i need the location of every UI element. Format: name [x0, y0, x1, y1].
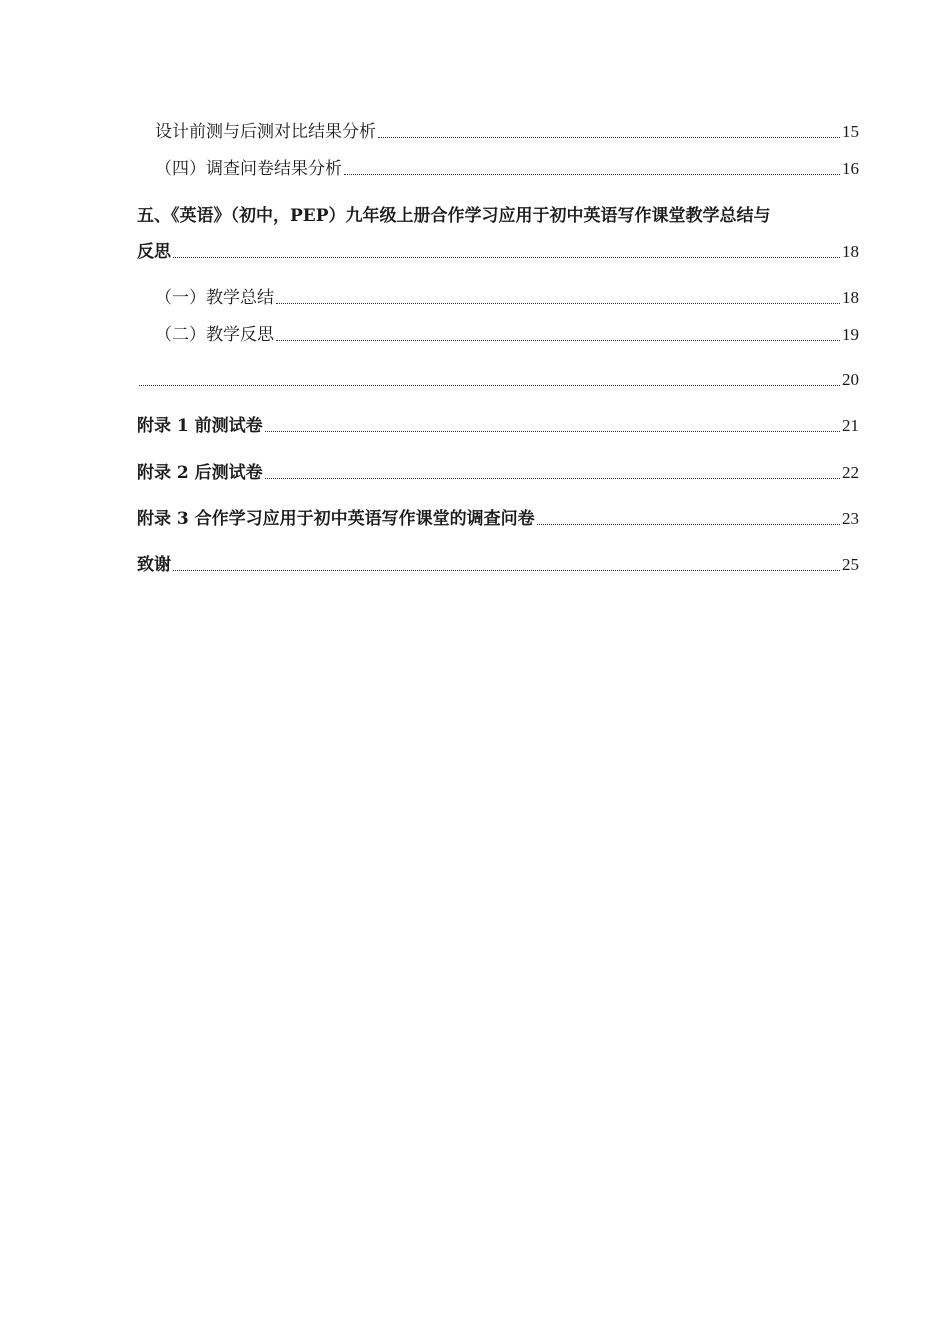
toc-leader-dots — [139, 384, 840, 386]
toc-page-number: 15 — [842, 122, 859, 141]
toc-entry[interactable] — [137, 508, 859, 530]
toc-entry-title: 附录 2 后测试卷 — [137, 463, 263, 483]
toc-entry-title-line1[interactable]: 五、《英语》（初中，PEP）九年级上册合作学习应用于初中英语写作课堂教学总结与 — [137, 206, 771, 226]
toc-leader-dots — [265, 477, 840, 479]
toc-entry-title-line2: 反思 — [137, 242, 171, 262]
toc-entry-title: 设计前测与后测对比结果分析 — [155, 122, 376, 142]
toc-page-number: 25 — [842, 555, 859, 574]
toc-entry-title: 致谢 — [137, 555, 171, 575]
toc-page-number: 21 — [842, 416, 859, 435]
toc-entry-title: （一）教学总结 — [155, 288, 274, 308]
toc-entry[interactable] — [137, 369, 859, 391]
toc-entry-title: 附录 3 合作学习应用于初中英语写作课堂的调查问卷 — [137, 509, 535, 529]
toc-entry[interactable] — [137, 241, 859, 263]
toc-entry-title: 附录 1 前测试卷 — [137, 416, 263, 436]
toc-leader-dots — [537, 523, 840, 525]
toc-leader-dots — [378, 136, 840, 138]
toc-entry-title: （二）教学反思 — [155, 325, 274, 345]
toc-entry[interactable] — [155, 158, 859, 180]
toc-leader-dots — [265, 430, 840, 432]
toc-leader-dots — [276, 302, 840, 304]
toc-entry[interactable] — [155, 324, 859, 346]
toc-leader-dots — [276, 339, 840, 341]
toc-page-number: 16 — [842, 159, 859, 178]
toc-page-number: 19 — [842, 325, 859, 344]
toc-page-number: 22 — [842, 463, 859, 482]
toc-entry[interactable] — [137, 415, 859, 437]
toc-leader-dots — [344, 173, 840, 175]
toc-entry-title: （四）调查问卷结果分析 — [155, 159, 342, 179]
toc-leader-dots — [173, 256, 840, 258]
toc-leader-dots — [173, 569, 840, 571]
toc-page-number: 23 — [842, 509, 859, 528]
toc-page-number: 18 — [842, 288, 859, 307]
toc-entry[interactable] — [155, 287, 859, 309]
toc-page-number: 18 — [842, 242, 859, 261]
toc-entry[interactable] — [137, 462, 859, 484]
toc-entry[interactable] — [155, 121, 859, 143]
toc-page-number: 20 — [842, 370, 859, 389]
toc-entry[interactable] — [137, 554, 859, 576]
